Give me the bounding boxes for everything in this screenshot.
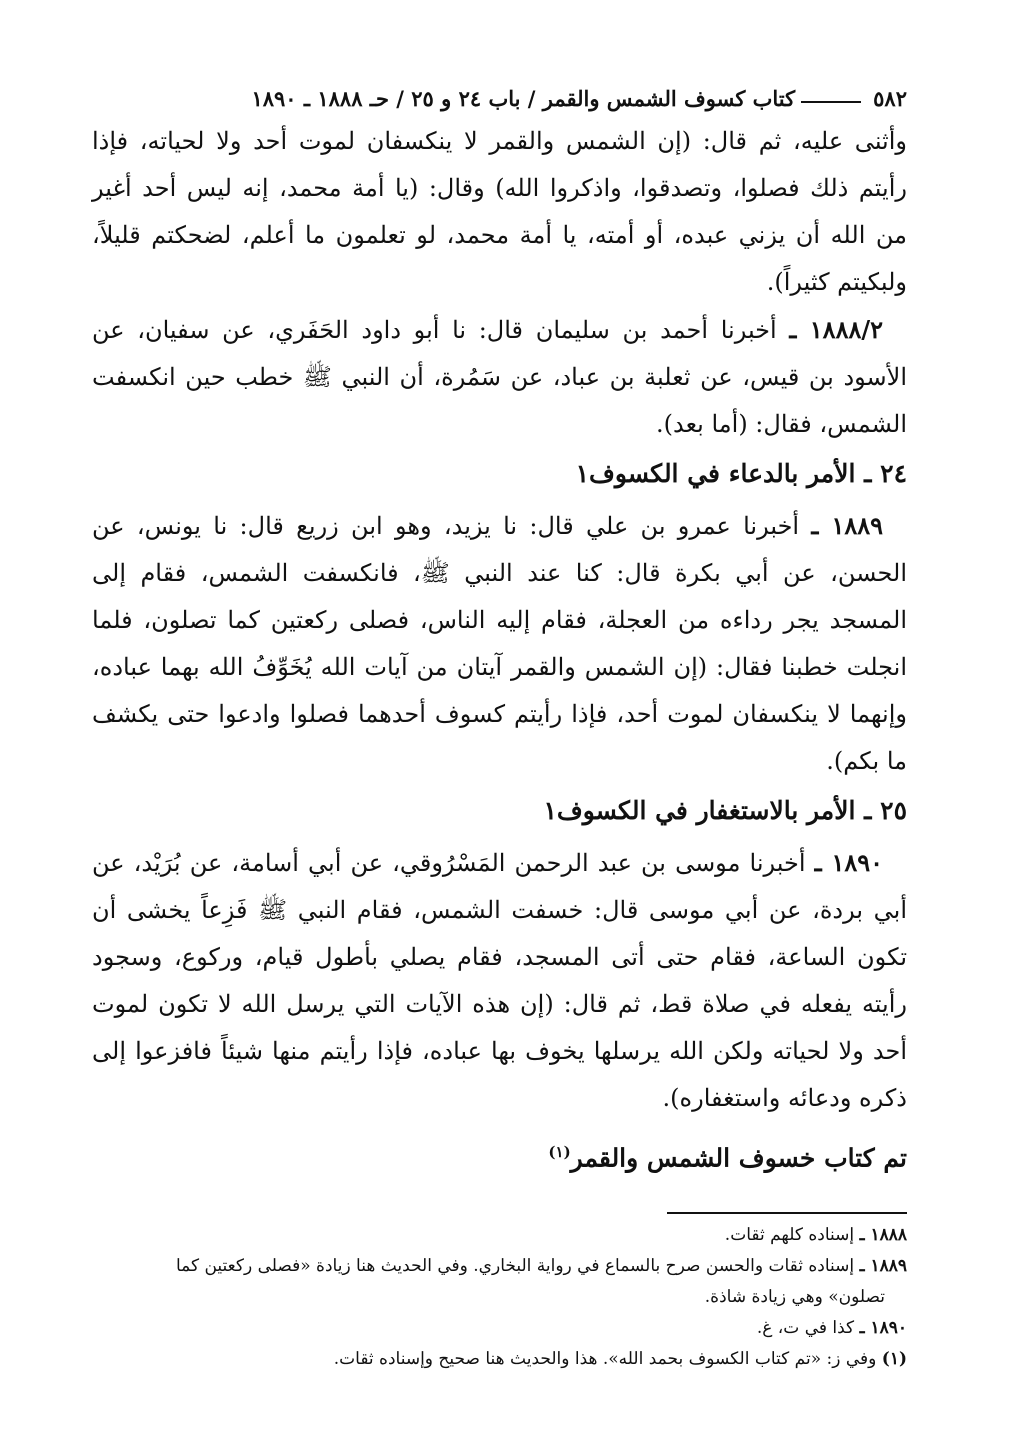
- footnotes: [92, 1220, 907, 1375]
- hadith-number: ١٨٩٠ ـ: [814, 848, 883, 877]
- hadith-number: ١٨٨٩ ـ: [811, 511, 883, 540]
- book-page: [92, 78, 907, 1375]
- hadith-1888: [92, 306, 907, 448]
- header-rule: [801, 101, 861, 103]
- running-title: كتاب كسوف الشمس والقمر / باب ٢٤ و ٢٥ / حـ ١٨٨٨ ـ ١٨٩٠: [251, 85, 796, 111]
- footnote-1889: [92, 1251, 907, 1282]
- hadith-number: ١٨٨٨/٢ ـ: [789, 315, 883, 344]
- footnote-text: إسناده ثقات والحسن صرح بالسماع في رواية البخاري. وفي الحديث هنا زيادة «فصلى ركعتين كما: [175, 1256, 855, 1277]
- running-header: [92, 78, 907, 118]
- hadith-1889: [92, 502, 907, 785]
- section-heading-25: ٢٥ ـ الأمر بالاستغفار في الكسوف١: [543, 796, 907, 825]
- footnote-number: ١٨٨٩ ـ: [859, 1256, 907, 1277]
- hadith-text: أخبرنا أحمد بن سليمان قال: نا أبو داود الحَفَري، عن سفيان، عن الأسود بن قيس، عن ثعلبة بن عباد، عن سَمُرة، أن النبي ﷺ خطب حين انكسفت الشمس، فقال: (أما بعد).: [92, 316, 907, 438]
- footnote-text: كذا في ت، غ.: [756, 1318, 855, 1339]
- main-text: [92, 118, 907, 1182]
- hadith-text: أخبرنا عمرو بن علي قال: نا يزيد، وهو ابن زريع قال: نا يونس، عن الحسن، عن أبي بكرة قال: كنا عند النبي ﷺ، فانكسفت الشمس، فقام إلى المسجد يجر رداءه من العجلة، فقام إليه الناس، فصلى ركعتين كما تصلون، فلما انجلت خطبنا فقال: (إن الشمس والقمر آيتان من آيات الله يُخَوِّفُ الله بهما عباده، وإنهما لا ينكسفان لموت أحد، فإذا رأيتم كسوف أحدهما فصلوا وادعوا حتى يكشف ما بكم).: [92, 512, 907, 775]
- footnote-number: (١): [881, 1349, 907, 1370]
- footnote-1888: [92, 1220, 907, 1251]
- footnote-1890: [92, 1313, 907, 1344]
- hadith-text: أخبرنا موسى بن عبد الرحمن المَسْرُوقي، عن أبي أسامة، عن بُرَيْد، عن أبي بردة، عن أبي موسى قال: خسفت الشمس، فقام النبي ﷺ فَزِعاً يخشى أن تكون الساعة، فقام حتى أتى المسجد، فقام يصلي بأطول قيام، وركوع، وسجود رأيته يفعله في صلاة قط، ثم قال: (إن هذه الآيات التي يرسل الله لا تكون لموت أحد ولا لحياته ولكن الله يرسلها يخوف بها عباده، فإذا رأيتم منها شيئاً فافزعوا إلى ذكره ودعائه واستغفاره).: [92, 849, 907, 1112]
- closing-heading: [92, 1128, 907, 1182]
- page-number: ٥٨٢: [873, 85, 907, 111]
- closing-title: تم كتاب خسوف الشمس والقمر: [570, 1143, 907, 1173]
- footnote-text: وفي ز: «تم كتاب الكسوف بحمد الله». هذا والحديث هنا صحيح وإسناده ثقات.: [333, 1349, 877, 1370]
- section-heading-24: ٢٤ ـ الأمر بالدعاء في الكسوف١: [575, 459, 907, 488]
- closing-footnote-mark: (١): [548, 1143, 571, 1161]
- footnote-number: ١٨٨٨ ـ: [859, 1225, 907, 1246]
- footnote-number: ١٨٩٠ ـ: [859, 1318, 907, 1339]
- paragraph-continuation: وأثنى عليه، ثم قال: (إن الشمس والقمر لا ينكسفان لموت أحد ولا لحياته، فإذا رأيتم ذلك فصلوا، وتصدقوا، واذكروا الله) وقال: (يا أمة محمد، إنه ليس أحد أغير من الله أن يزني عبده، أو أمته، يا أمة محمد، لو تعلمون ما أعلم، لضحكتم قليلاً، ولبكيتم كثيراً).: [92, 127, 907, 296]
- hadith-1890: [92, 839, 907, 1122]
- footnote-1889-continuation: تصلون» وهي زيادة شاذة.: [704, 1287, 885, 1308]
- footnote-1: [92, 1344, 907, 1375]
- footnote-separator: [667, 1212, 907, 1214]
- footnote-text: إسناده كلهم ثقات.: [724, 1225, 855, 1246]
